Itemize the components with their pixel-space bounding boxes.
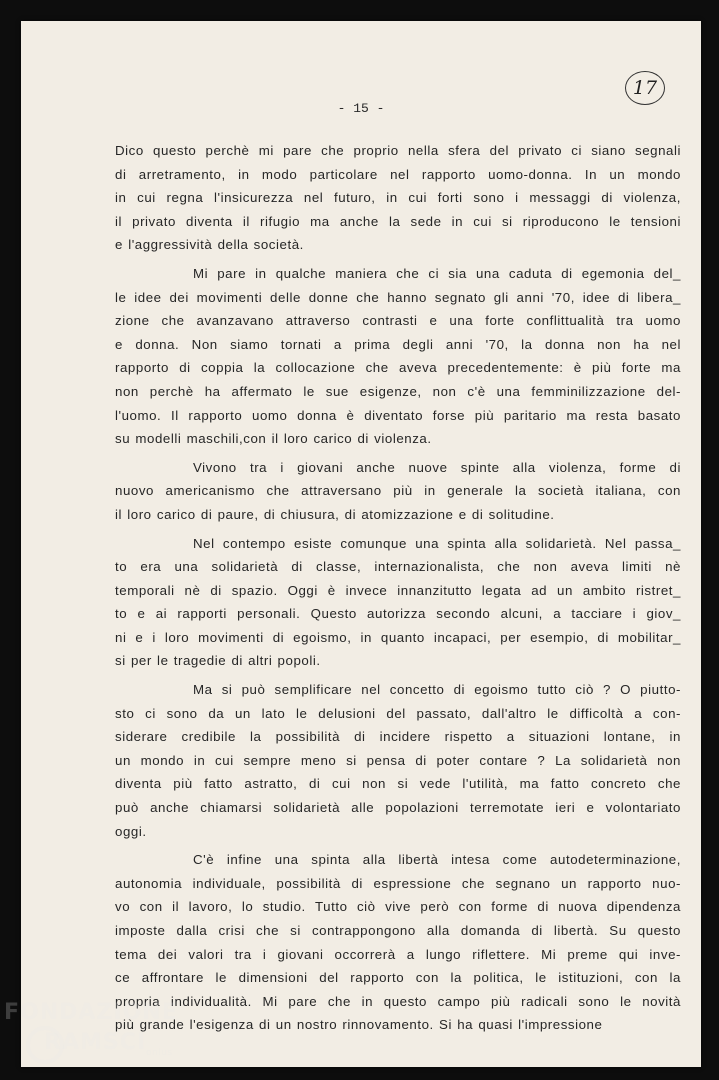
text-line: in cui regna l'insicurezza nel futuro, in cui forti sono i messaggi di violenza, (115, 190, 681, 206)
text-line: su modelli maschili,con il loro carico di violenza. (115, 431, 432, 447)
text-line: ce affrontare le dimensioni del rapporto con la politica, le istituzioni, con la (115, 970, 681, 986)
text-line: Vivono tra i giovani anche nuove spinte alla violenza, forme di (193, 459, 681, 475)
text-line: siderare credibile la possibilità di incidere rispetto a situazioni lontane, in (115, 729, 681, 745)
text-line: e donna. Non siamo tornati a prima degli anni '70, la donna non ha nel (115, 336, 681, 352)
text-line: rapporto di coppia la collocazione che aveva precedentemente: è più forte ma (115, 360, 681, 376)
text-line: autonomia individuale, possibilità di espressione che segnano un rapporto nuo- (115, 875, 681, 891)
watermark-line2: RAMSCI (44, 1030, 147, 1055)
text-line: Ma si può semplificare nel concetto di egoismo tutto ciò ? O piutto- (193, 682, 681, 698)
text-line: temporali nè di spazio. Oggi è invece innanzitutto legata ad un ambito ristret_ (115, 582, 681, 598)
watermark-line1: FONDAZIONE (4, 1000, 178, 1025)
text-line: zione che avanzavano attraverso contrasti e una forte conflittualità tra uomo (115, 313, 681, 329)
paragraph (115, 532, 681, 674)
paragraph (115, 456, 681, 527)
text-line: Mi pare in qualche maniera che ci sia una caduta di egemonia del_ (193, 265, 681, 281)
text-line: un mondo in cui sempre meno si pensa di poter contare ? La solidarietà non (115, 752, 681, 768)
text-line: l'uomo. Il rapporto uomo donna è diventato forse più paritario ma resta basato (115, 407, 681, 423)
text-line: più grande l'esigenza di un nostro rinnovamento. Si ha quasi l'impressione (115, 1017, 603, 1033)
text-line: di arretramento, in modo particolare nel rapporto uomo-donna. In un mondo (115, 166, 681, 182)
document-page (21, 21, 701, 1067)
text-line: ni e i loro movimenti di egoismo, in quanto incapaci, per esempio, di mobilitar_ (115, 629, 681, 645)
text-line: to era una solidarietà di classe, internazionalista, che non aveva limiti nè (115, 559, 681, 575)
page-number: - 15 - (337, 101, 385, 116)
document-body (115, 139, 681, 1042)
text-line: diventa più fatto astratto, di cui non si vede l'utilità, ma fatto concreto che (115, 776, 681, 792)
fondazione-gramsci-watermark (4, 1000, 204, 1076)
text-line: non perchè ha affermato le sue esigenze, non c'è una femminilizzazione del- (115, 383, 681, 399)
text-line: C'è infine una spinta alla libertà intesa come autodeterminazione, (193, 852, 681, 868)
text-line: il loro carico di paure, di chiusura, di atomizzazione e di solitudine. (115, 506, 555, 522)
paragraph (115, 139, 681, 257)
text-line: Nel contempo esiste comunque una spinta alla solidarietà. Nel passa_ (193, 535, 681, 551)
text-line: le idee dei movimenti delle donne che hanno segnato gli anni '70, idee di libera_ (115, 289, 681, 305)
text-line: imposte dalla crisi che si contrappongono alla domanda di libertà. Su questo (115, 923, 681, 938)
paragraph (115, 262, 681, 451)
archive-number-stamp: 17 (625, 71, 665, 105)
paragraph (115, 678, 681, 843)
text-line: propria individualità. Mi pare che in questo campo più radicali sono le novità (115, 993, 681, 1009)
text-line: nuovo americanismo che attraversano più in generale la società italiana, con (115, 483, 681, 499)
watermark-suffix: onlus (146, 1048, 173, 1058)
text-line: sto ci sono da un lato le delusioni del passato, dall'altro le difficoltà a con- (115, 705, 681, 721)
text-line: oggi. (115, 823, 147, 839)
text-line: il privato diventa il rifugio ma anche la sede in cui si riproducono le tensioni (115, 213, 681, 229)
text-line: vo con il lavoro, lo studio. Tutto ciò vive però con forme di nuova dipendenza (115, 899, 681, 915)
text-line: tema dei valori tra i giovani occorrerà a lungo riflettere. Mi preme qui inve- (115, 946, 681, 962)
text-line: Dico questo perchè mi pare che proprio nella sfera del privato ci siano segnali (115, 143, 681, 158)
text-line: può anche chiamarsi solidarietà alle popolazioni terremotate ieri e volontariato (115, 800, 681, 816)
text-line: e l'aggressività della società. (115, 237, 304, 253)
text-line: to e ai rapporti personali. Questo autorizza secondo alcuni, a tacciare i giov_ (115, 606, 681, 622)
text-line: si per le tragedie di altri popoli. (115, 653, 321, 669)
